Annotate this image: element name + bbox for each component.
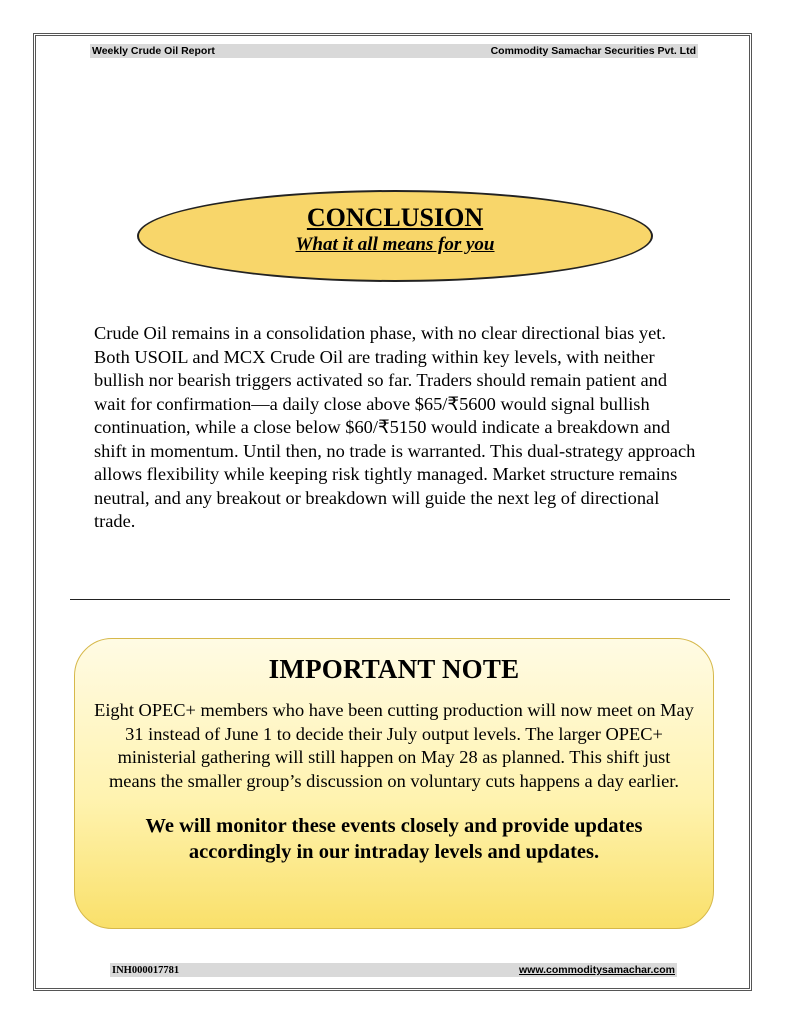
conclusion-subtitle: What it all means for you [295,234,495,255]
section-divider [70,599,730,600]
page-footer [110,963,677,977]
page-header [90,44,698,58]
company-name: Commodity Samachar Securities Pvt. Ltd [490,45,696,57]
conclusion-paragraph: Crude Oil remains in a consolidation phase, with no clear directional bias yet. Both USOIL and MCX Crude Oil are trading within key levels, with neither bullish nor bearish triggers activated so far. Traders should remain patient and wait for confirmation—a daily close above $65/₹5600 would signal bullish continuation, while a close below $60/₹5150 would indicate a breakdown and shift in momentum. Until then, no trade is warranted. This dual-strategy approach allows flexibility while keeping risk tightly managed. Market structure remains neutral, and any breakout or breakdown will guide the next leg of directional trade. [94,323,696,531]
note-title: IMPORTANT NOTE [268,654,520,684]
registration-number: INH000017781 [112,964,180,976]
report-title: Weekly Crude Oil Report [92,45,215,57]
note-emphasis: We will monitor these events closely and provide updates accordingly in our intraday levels and updates. [145,815,643,863]
conclusion-title: CONCLUSION [306,203,484,232]
website-link[interactable]: www.commoditysamachar.com [519,964,675,976]
important-note-box [74,638,714,929]
note-paragraph: Eight OPEC+ members who have been cutting production will now meet on May 31 instead of June 1 to decide their July output levels. The larger OPEC+ ministerial gathering will still happen on May 28 as planned. This shift just means the smaller group’s discussion on voluntary cuts happens a day earlier. [94,700,694,791]
conclusion-banner [137,190,653,282]
